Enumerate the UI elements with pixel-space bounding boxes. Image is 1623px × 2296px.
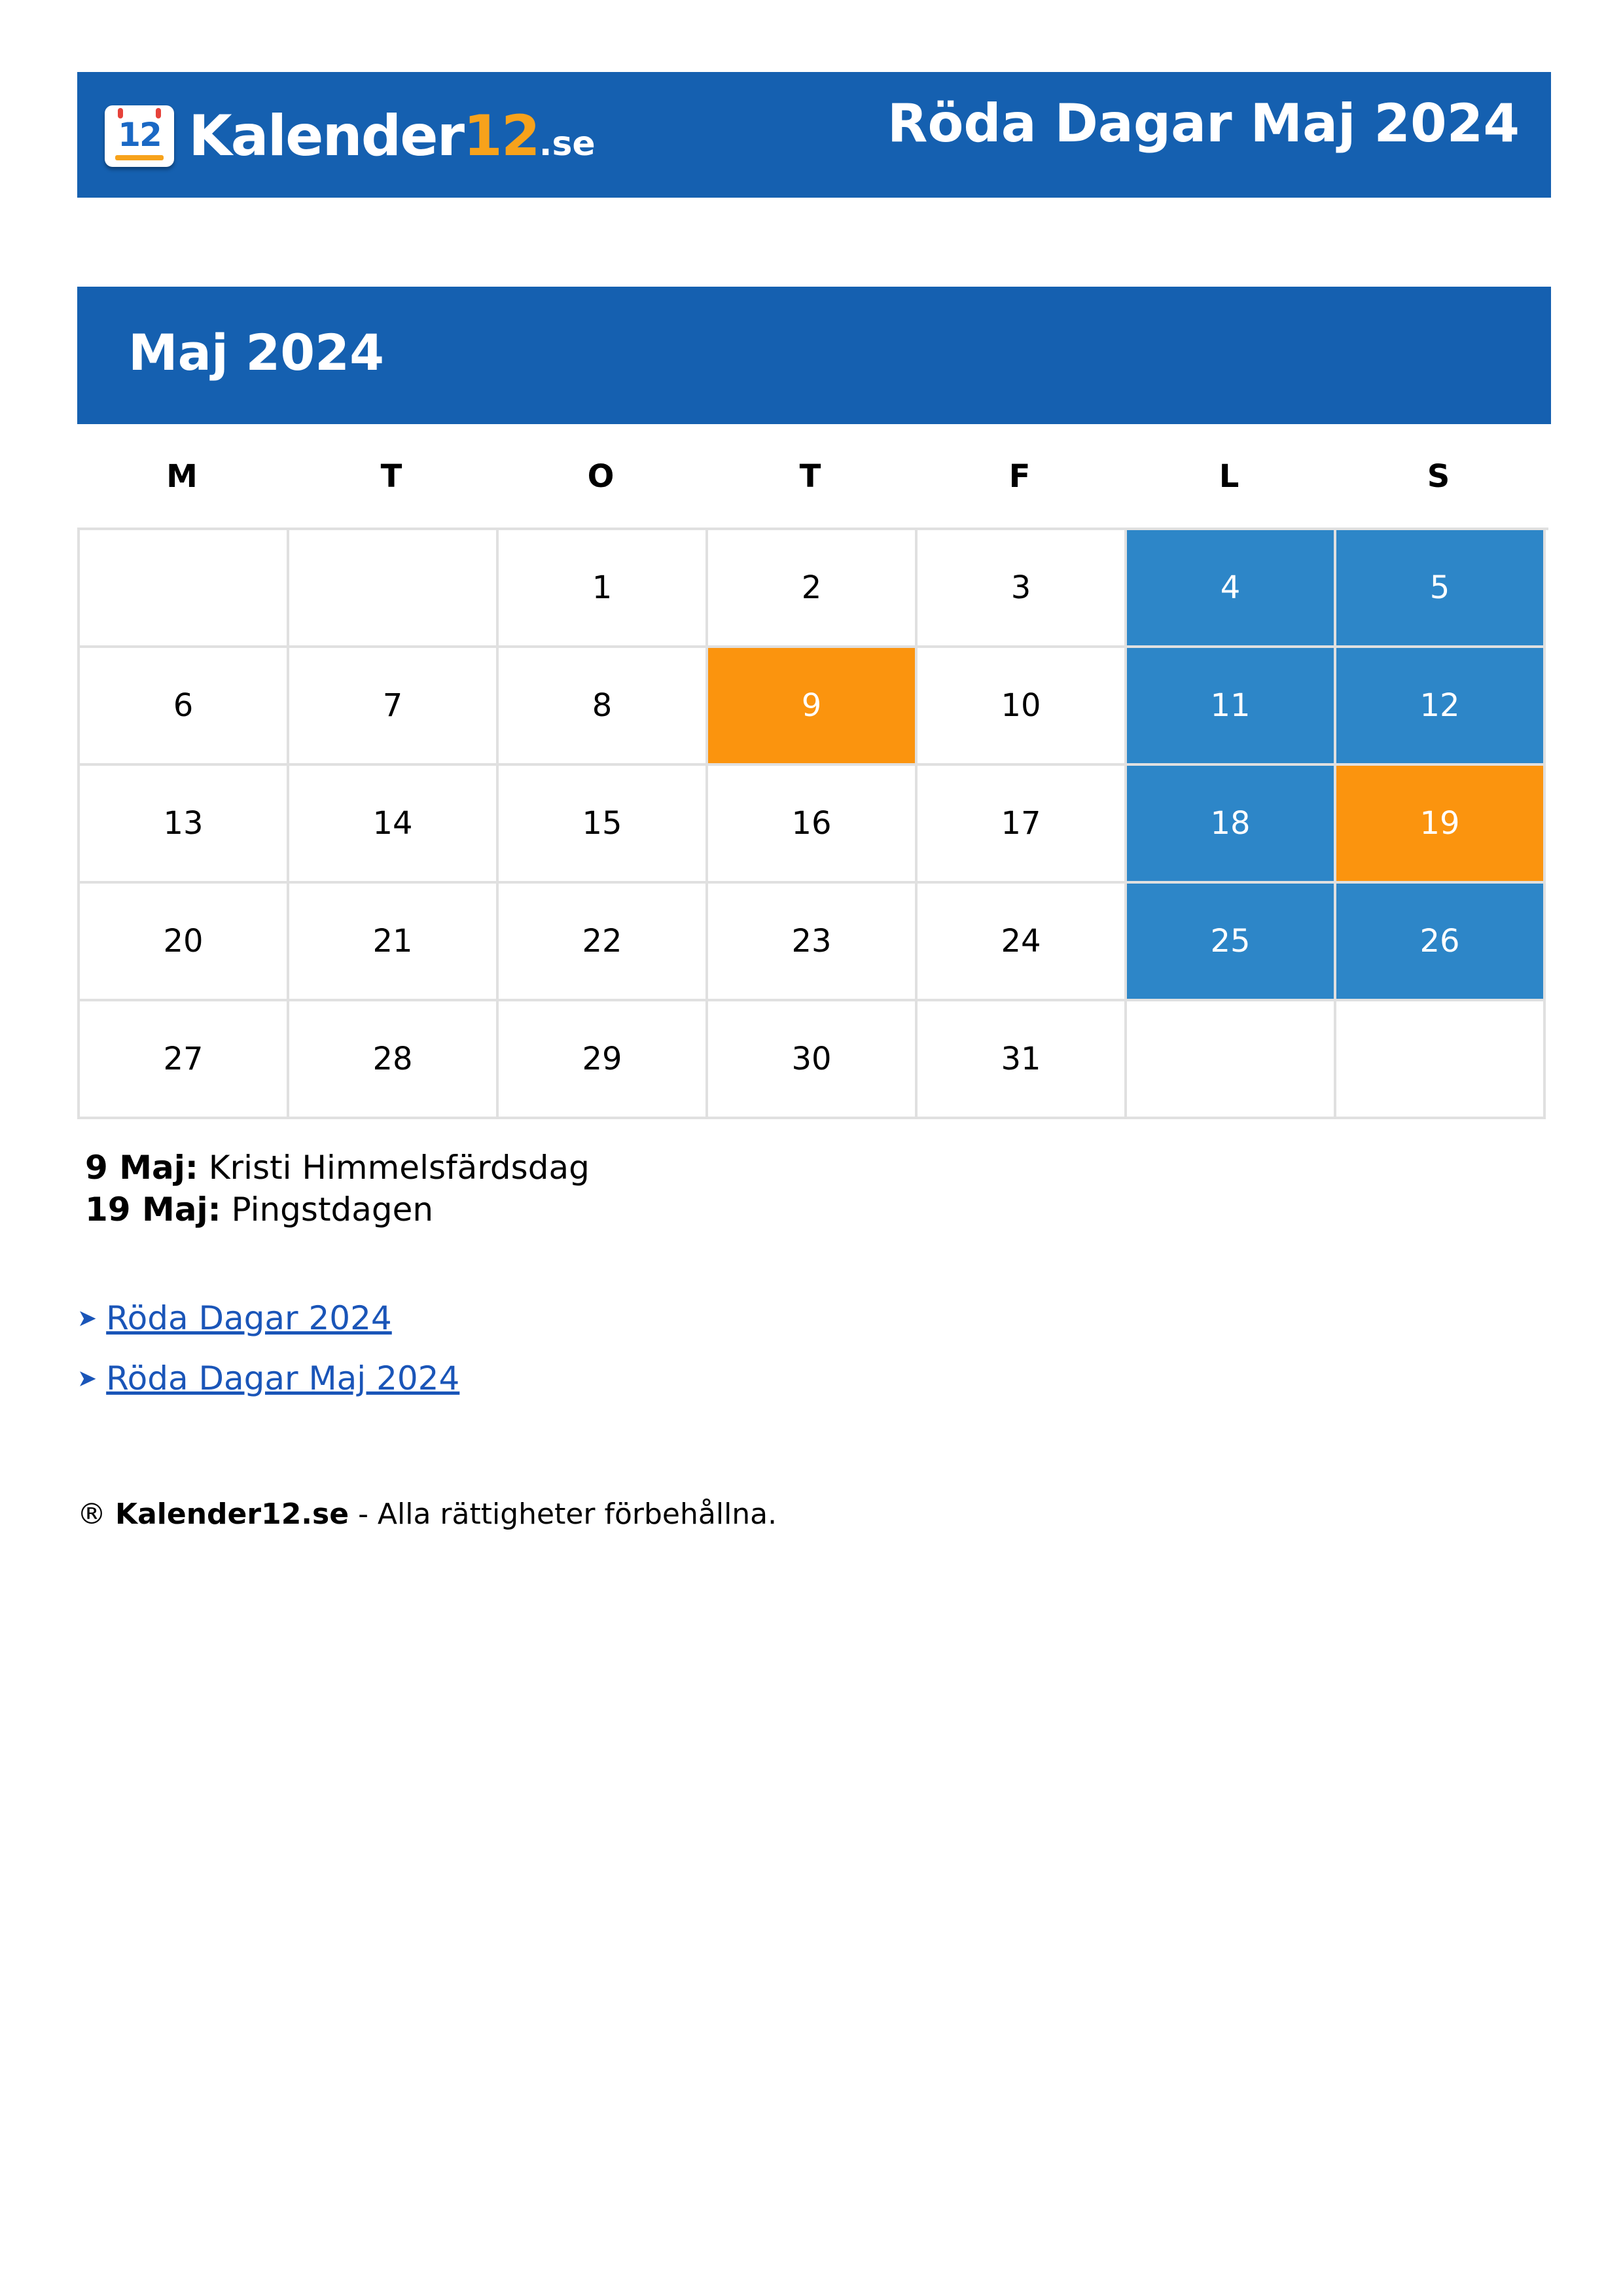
footer-rights-text: - Alla rättigheter förbehållna. [358, 1498, 777, 1531]
day-cell[interactable]: 29 [499, 1001, 708, 1119]
day-cell[interactable]: 26 [1336, 884, 1546, 1001]
logo-brand-accent: 12 [463, 103, 539, 169]
day-cell[interactable]: 19 [1336, 766, 1546, 884]
day-cell[interactable]: 16 [708, 766, 918, 884]
logo-brand-tld: .se [539, 124, 596, 164]
day-cell[interactable]: 24 [918, 884, 1127, 1001]
day-cell[interactable]: 23 [708, 884, 918, 1001]
month-title: Maj 2024 [128, 323, 384, 382]
day-cell[interactable]: 27 [80, 1001, 289, 1119]
day-cell[interactable]: 20 [80, 884, 289, 1001]
day-cell[interactable]: 5 [1336, 530, 1546, 648]
link-roda-dagar[interactable]: Röda Dagar 2024 [106, 1299, 392, 1337]
day-cell[interactable]: 15 [499, 766, 708, 884]
holiday-item [85, 1147, 590, 1189]
empty-day-cell [80, 530, 289, 648]
day-cell[interactable]: 22 [499, 884, 708, 1001]
footer [77, 1498, 777, 1531]
weekday-label: T [799, 458, 821, 495]
day-cell[interactable]: 6 [80, 648, 289, 766]
day-cell[interactable]: 7 [289, 648, 499, 766]
day-cell[interactable]: 14 [289, 766, 499, 884]
site-logo[interactable] [105, 103, 596, 169]
arrow-right-icon: ➤ [77, 1304, 98, 1332]
page-header [77, 72, 1551, 198]
empty-day-cell [1127, 1001, 1336, 1119]
link-item [77, 1288, 459, 1348]
weekday-label: S [1427, 458, 1450, 495]
day-cell[interactable]: 31 [918, 1001, 1127, 1119]
day-cell[interactable]: 21 [289, 884, 499, 1001]
weekday-label: O [587, 458, 615, 495]
month-header [77, 287, 1551, 424]
holiday-name: Kristi Himmelsfärdsdag [208, 1149, 590, 1187]
weekday-label: F [1008, 458, 1031, 495]
calendar-grid [77, 528, 1548, 1119]
day-cell[interactable]: 11 [1127, 648, 1336, 766]
arrow-right-icon: ➤ [77, 1365, 98, 1392]
day-cell[interactable]: 17 [918, 766, 1127, 884]
day-cell[interactable]: 18 [1127, 766, 1336, 884]
weekday-label: M [166, 458, 198, 495]
holiday-date: 9 Maj: [85, 1149, 198, 1187]
day-cell[interactable]: 3 [918, 530, 1127, 648]
holiday-list [85, 1147, 590, 1230]
logo-wordmark [188, 103, 596, 169]
day-cell[interactable]: 30 [708, 1001, 918, 1119]
day-cell[interactable]: 1 [499, 530, 708, 648]
day-cell[interactable]: 25 [1127, 884, 1336, 1001]
footer-brand: Kalender12.se [115, 1498, 349, 1531]
day-cell[interactable]: 8 [499, 648, 708, 766]
holiday-name: Pingstdagen [231, 1191, 434, 1229]
day-cell[interactable]: 10 [918, 648, 1127, 766]
holiday-date: 19 Maj: [85, 1191, 221, 1229]
weekday-label: T [380, 458, 402, 495]
day-cell[interactable]: 9 [708, 648, 918, 766]
related-links [77, 1288, 459, 1408]
logo-icon-number: 12 [118, 116, 161, 154]
registered-symbol: ® [77, 1498, 106, 1531]
page-title: Röda Dagar Maj 2024 [887, 93, 1520, 154]
link-roda-dagar[interactable]: Röda Dagar Maj 2024 [106, 1359, 460, 1397]
weekday-label: L [1219, 458, 1240, 495]
day-cell[interactable]: 4 [1127, 530, 1336, 648]
day-cell[interactable]: 28 [289, 1001, 499, 1119]
weekday-header-row [77, 452, 1543, 501]
calendar-logo-icon [105, 105, 174, 167]
empty-day-cell [1336, 1001, 1546, 1119]
day-cell[interactable]: 2 [708, 530, 918, 648]
day-cell[interactable]: 12 [1336, 648, 1546, 766]
logo-brand-main: Kalender [188, 103, 464, 169]
day-cell[interactable]: 13 [80, 766, 289, 884]
holiday-item [85, 1189, 590, 1230]
link-item [77, 1348, 459, 1408]
empty-day-cell [289, 530, 499, 648]
